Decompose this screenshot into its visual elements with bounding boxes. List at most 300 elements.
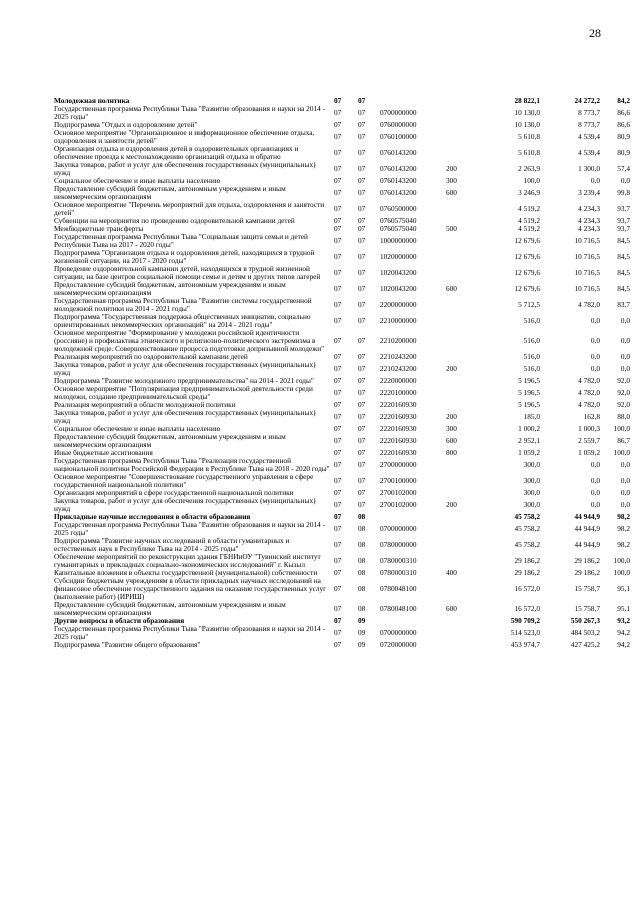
cell-vr: 600 <box>446 284 457 293</box>
cell-name: Подпрограмма "Развитие научных исследований в области гуманитарных и естественных наук в Республике Тыва на 2014 - 2025 годы" <box>54 536 290 553</box>
cell-pr: 07 <box>358 400 366 409</box>
cell-name: Государственная программа Республики Тыва "Реализация государственной национальной политики Российской Федерации в Республике Тыва на 2018 - 2020 годы" <box>54 456 330 473</box>
cell-pr: 07 <box>358 488 366 497</box>
cell-plan: 516,0 <box>523 352 540 361</box>
cell-csr: 0760143200 <box>380 176 417 185</box>
cell-pr: 07 <box>358 108 366 117</box>
cell-vr: 500 <box>446 224 457 233</box>
cell-name: Подпрограмма "Государственная поддержка общественных инициатив, социально ориентированных некоммерческих организаций" на 2014 - 2021 годы" <box>54 312 311 329</box>
cell-pct: 98,2 <box>617 512 630 521</box>
cell-plan: 453 974,7 <box>510 640 540 649</box>
cell-rz: 07 <box>334 424 342 433</box>
cell-vr: 600 <box>446 436 457 445</box>
cell-rz: 07 <box>334 336 342 345</box>
cell-fact: 0,0 <box>590 500 600 509</box>
cell-plan: 516,0 <box>523 364 540 373</box>
cell-pct: 88,0 <box>617 412 630 421</box>
cell-name: Проведение оздоровительной кампании детей, находящихся в трудной жизненной ситуации, на базе центров социальной помощи семье и детям и других типов лагерей <box>54 264 321 281</box>
cell-fact: 4 539,4 <box>578 132 600 141</box>
cell-pct: 86,7 <box>617 436 630 445</box>
cell-fact: 4 234,3 <box>578 204 600 213</box>
cell-name: Закупка товаров, работ и услуг для обеспечения государственных (муниципальных) нужд <box>54 408 316 425</box>
cell-pr: 07 <box>358 376 366 385</box>
cell-pct: 100,0 <box>613 424 630 433</box>
table-row <box>54 497 632 513</box>
cell-pct: 84,5 <box>617 268 630 277</box>
cell-pr: 08 <box>358 568 366 577</box>
cell-csr: 0760575040 <box>380 216 417 225</box>
cell-vr <box>446 97 482 105</box>
cell-pct: 84,5 <box>617 284 630 293</box>
cell-name: Государственная программа Республики Тыва "Развитие образования и науки на 2014 - 2025 годы" <box>54 520 326 537</box>
cell-plan: 28 822,1 <box>514 96 540 105</box>
cell-fact: 0,0 <box>590 364 600 373</box>
cell-plan: 2 263,9 <box>518 164 540 173</box>
cell-vr: 600 <box>446 604 457 613</box>
cell-fact: 427 425,2 <box>570 640 600 649</box>
cell-pct: 0,0 <box>620 316 630 325</box>
cell-plan: 10 130,0 <box>514 108 540 117</box>
cell-vr: 200 <box>446 500 457 509</box>
cell-csr: 2220160930 <box>380 448 417 457</box>
cell-csr: 0780048100 <box>380 604 417 613</box>
cell-rz: 07 <box>334 352 342 361</box>
table-row <box>54 129 632 145</box>
cell-vr <box>446 401 482 409</box>
cell-pr: 07 <box>358 316 366 325</box>
cell-name: Иные бюджетные ассигнования <box>54 448 153 457</box>
cell-csr: 2220160930 <box>380 424 417 433</box>
cell-vr <box>446 521 482 537</box>
cell-csr: 2220100000 <box>380 388 417 397</box>
cell-fact: 4 782,0 <box>578 400 600 409</box>
cell-pct: 93,7 <box>617 224 630 233</box>
cell-rz: 07 <box>334 512 342 521</box>
cell-fact: 162,8 <box>583 412 600 421</box>
cell-fact: 0,0 <box>590 352 600 361</box>
cell-pct: 100,0 <box>613 556 630 565</box>
table-row <box>54 249 632 265</box>
cell-pr: 07 <box>358 448 366 457</box>
cell-rz: 07 <box>334 628 342 637</box>
cell-vr <box>446 553 482 569</box>
cell-plan: 100,0 <box>523 176 540 185</box>
cell-pr: 07 <box>358 96 366 105</box>
cell-vr <box>446 377 482 385</box>
cell-plan: 12 679,6 <box>514 236 540 245</box>
cell-plan: 4 519,2 <box>518 216 540 225</box>
cell-vr <box>446 641 482 649</box>
cell-rz: 07 <box>334 148 342 157</box>
cell-csr: 2210200000 <box>380 336 417 345</box>
cell-fact: 29 186,2 <box>574 568 600 577</box>
cell-pct: 86,6 <box>617 120 630 129</box>
cell-name: Предоставление субсидий бюджетным, автономным учреждениям и иным некоммерческим организациям <box>54 280 286 297</box>
cell-pr: 07 <box>358 164 366 173</box>
cell-pr: 07 <box>358 224 366 233</box>
cell-pct: 92,0 <box>617 400 630 409</box>
cell-pr: 07 <box>358 460 366 469</box>
cell-name: Социальное обеспечение и иные выплаты населению <box>54 424 221 433</box>
cell-rz: 07 <box>334 500 342 509</box>
cell-name: Организация мероприятий в сфере государственной национальной политики <box>54 488 294 497</box>
cell-rz: 07 <box>334 108 342 117</box>
cell-rz: 07 <box>334 364 342 373</box>
cell-rz: 07 <box>334 252 342 261</box>
cell-plan: 45 758,2 <box>514 524 540 533</box>
cell-pct: 92,0 <box>617 388 630 397</box>
cell-pct: 80,9 <box>617 148 630 157</box>
cell-vr <box>446 489 482 497</box>
table-row <box>54 265 632 281</box>
cell-csr: 2700000000 <box>380 460 417 469</box>
cell-name: Социальное обеспечение и иные выплаты населению <box>54 176 221 185</box>
cell-name: Основное мероприятие "Формирование у молодежи российской идентичности (россияне) и профилактика этнического и религиозно-политического экстремизма в молодежной среде. Совершенствование процесса подготовки допризывной молодежи" <box>54 328 325 353</box>
cell-pct: 0,0 <box>620 476 630 485</box>
cell-vr <box>446 129 482 145</box>
cell-name: Другие вопросы в области образования <box>54 616 185 625</box>
cell-rz: 07 <box>334 284 342 293</box>
cell-pr: 07 <box>358 336 366 345</box>
cell-csr: 0700000000 <box>380 628 417 637</box>
cell-fact: 15 758,7 <box>574 584 600 593</box>
table-row <box>54 313 632 329</box>
cell-csr: 0760575040 <box>380 224 417 233</box>
cell-csr: 0700000000 <box>380 524 417 533</box>
cell-pct: 86,6 <box>617 108 630 117</box>
cell-csr: 0760100000 <box>380 132 417 141</box>
budget-table <box>54 97 632 649</box>
cell-plan: 1 059,2 <box>518 448 540 457</box>
cell-name: Подпрограмма "Отдых и оздоровление детей" <box>54 120 198 129</box>
cell-pct: 0,0 <box>620 460 630 469</box>
table-row <box>54 201 632 217</box>
cell-rz: 07 <box>334 460 342 469</box>
cell-name: Молодежная политика <box>54 96 130 105</box>
cell-rz: 07 <box>334 604 342 613</box>
cell-csr: 0780000000 <box>380 540 417 549</box>
cell-vr <box>446 577 482 601</box>
table-row <box>54 521 632 537</box>
cell-vr <box>446 249 482 265</box>
cell-vr <box>446 313 482 329</box>
cell-pr: 07 <box>358 500 366 509</box>
cell-csr: 0760143200 <box>380 188 417 197</box>
cell-name: Предоставление субсидий бюджетным, автономным учреждениям и иным некоммерческим организациям <box>54 184 286 201</box>
cell-pr: 07 <box>358 176 366 185</box>
cell-csr: 0760143200 <box>380 148 417 157</box>
cell-plan: 4 519,2 <box>518 204 540 213</box>
cell-name: Субвенции на мероприятия по проведению оздоровительной кампании детей <box>54 216 295 225</box>
cell-fact: 44 944,9 <box>574 524 600 533</box>
cell-plan: 5 196,5 <box>518 376 540 385</box>
cell-vr <box>446 145 482 161</box>
cell-rz: 07 <box>334 300 342 309</box>
cell-pr: 07 <box>358 424 366 433</box>
cell-rz: 07 <box>334 388 342 397</box>
cell-fact: 1 059,2 <box>578 448 600 457</box>
cell-csr: 2700102000 <box>380 500 417 509</box>
cell-name: Государственная программа Республики Тыва "Развитие системы государственной молодежной политики на 2014 - 2021 годы" <box>54 296 312 313</box>
cell-name: Основное мероприятие "Перечень мероприятий для отдыха, оздоровления и занятости детей" <box>54 200 325 217</box>
cell-fact: 24 272,2 <box>574 96 600 105</box>
cell-pr: 07 <box>358 148 366 157</box>
cell-vr <box>446 513 482 521</box>
table-row <box>54 233 632 249</box>
cell-csr: 0760500000 <box>380 204 417 213</box>
cell-pr: 07 <box>358 120 366 129</box>
cell-plan: 12 679,6 <box>514 268 540 277</box>
cell-pr: 07 <box>358 216 366 225</box>
cell-plan: 45 758,2 <box>514 512 540 521</box>
cell-vr: 600 <box>446 188 457 197</box>
cell-name: Государственная программа Республики Тыва "Развитие образования и науки на 2014 - 2025 годы" <box>54 104 326 121</box>
table-row <box>54 641 632 649</box>
cell-csr: 1020043200 <box>380 268 417 277</box>
cell-name: Закупка товаров, работ и услуг для обеспечения государственных (муниципальных) нужд <box>54 360 316 377</box>
cell-fact: 4 234,3 <box>578 224 600 233</box>
cell-pr: 07 <box>358 252 366 261</box>
cell-pr: 07 <box>358 188 366 197</box>
cell-pr: 07 <box>358 364 366 373</box>
cell-pct: 92,0 <box>617 376 630 385</box>
cell-name: Межбюджетные трансферты <box>54 224 144 233</box>
table-row <box>54 145 632 161</box>
cell-pct: 93,7 <box>617 216 630 225</box>
cell-rz: 07 <box>334 488 342 497</box>
cell-pct: 100,0 <box>613 448 630 457</box>
cell-plan: 590 709,2 <box>510 616 540 625</box>
cell-vr: 200 <box>446 164 457 173</box>
cell-fact: 0,0 <box>590 476 600 485</box>
cell-fact: 0,0 <box>590 336 600 345</box>
table-row <box>54 625 632 641</box>
cell-name: Реализация мероприятий в области молодежной политики <box>54 400 236 409</box>
table-row <box>54 457 632 473</box>
table-row <box>54 577 632 601</box>
table-row <box>54 409 632 425</box>
cell-pr: 08 <box>358 604 366 613</box>
cell-plan: 1 000,2 <box>518 424 540 433</box>
cell-rz: 07 <box>334 436 342 445</box>
cell-pr: 07 <box>358 132 366 141</box>
cell-pct: 57,4 <box>617 164 630 173</box>
page-number: 28 <box>589 26 601 40</box>
cell-fact: 1 300,0 <box>578 164 600 173</box>
table-row <box>54 161 632 177</box>
cell-pct: 95,1 <box>617 584 630 593</box>
cell-pr: 07 <box>358 476 366 485</box>
cell-csr <box>380 617 446 625</box>
table-row <box>54 105 632 121</box>
cell-rz: 07 <box>334 216 342 225</box>
cell-pr: 08 <box>358 540 366 549</box>
cell-plan: 2 952,1 <box>518 436 540 445</box>
cell-name: Организация отдыха и оздоровления детей в оздоровительных организациях и обеспечение проезда к местонахождению организаций отдыха и обратно <box>54 144 299 161</box>
cell-rz: 07 <box>334 188 342 197</box>
cell-name: Прикладные научные исследования в области образования <box>54 512 251 521</box>
cell-plan: 29 186,2 <box>514 556 540 565</box>
cell-pct: 99,8 <box>617 188 630 197</box>
cell-rz: 07 <box>334 556 342 565</box>
cell-rz: 07 <box>334 316 342 325</box>
cell-vr <box>446 473 482 489</box>
cell-pr: 07 <box>358 268 366 277</box>
cell-rz: 07 <box>334 268 342 277</box>
cell-plan: 5 712,5 <box>518 300 540 309</box>
cell-pr: 07 <box>358 236 366 245</box>
cell-pct: 100,0 <box>613 568 630 577</box>
cell-pct: 0,0 <box>620 352 630 361</box>
cell-csr: 2220160930 <box>380 412 417 421</box>
table-row <box>54 385 632 401</box>
cell-plan: 300,0 <box>523 476 540 485</box>
cell-name: Реализация мероприятий по оздоровительной кампании детей <box>54 352 248 361</box>
cell-pr: 07 <box>358 436 366 445</box>
cell-pr: 08 <box>358 584 366 593</box>
cell-name: Закупка товаров, работ и услуг для обеспечения государственных (муниципальных) нужд <box>54 496 316 513</box>
cell-pr: 08 <box>358 556 366 565</box>
cell-name: Капитальные вложения в объекты государственной (муниципальной) собственности <box>54 568 318 577</box>
cell-vr <box>446 233 482 249</box>
cell-csr: 2220160930 <box>380 400 417 409</box>
cell-name: Основное мероприятие "Совершенствование государственного управления в сфере государственной национальной политики" <box>54 472 314 489</box>
cell-vr: 800 <box>446 448 457 457</box>
table-row <box>54 329 632 353</box>
cell-vr: 200 <box>446 412 457 421</box>
cell-rz: 07 <box>334 640 342 649</box>
cell-plan: 12 679,6 <box>514 252 540 261</box>
cell-fact: 4 782,0 <box>578 376 600 385</box>
cell-pr: 07 <box>358 352 366 361</box>
cell-name: Субсидии бюджетным учреждениям в области прикладных научных исследований на финансовое обеспечение государственного задания на оказание государственных услуг (выполнение работ) (ИРИШ) <box>54 576 327 601</box>
cell-plan: 516,0 <box>523 336 540 345</box>
cell-csr: 0720000000 <box>380 640 417 649</box>
cell-pct: 84,5 <box>617 252 630 261</box>
cell-vr <box>446 385 482 401</box>
cell-plan: 185,0 <box>523 412 540 421</box>
cell-vr <box>446 105 482 121</box>
cell-name: Подпрограмма "Организация отдыха и оздоровления детей, находящихся в трудной жизненной ситуации, на 2017 - 2020 годы" <box>54 248 315 265</box>
table-row <box>54 185 632 201</box>
cell-plan: 45 758,2 <box>514 540 540 549</box>
cell-rz: 07 <box>334 120 342 129</box>
cell-name: Предоставление субсидий бюджетным, автономным учреждениям и иным некоммерческим организациям <box>54 432 286 449</box>
cell-rz: 07 <box>334 236 342 245</box>
cell-vr <box>446 625 482 641</box>
cell-vr <box>446 537 482 553</box>
cell-csr: 2220160930 <box>380 436 417 445</box>
cell-fact: 10 716,5 <box>574 252 600 261</box>
cell-fact: 484 503,2 <box>570 628 600 637</box>
cell-name: Подпрограмма "Развитие общего образования" <box>54 640 201 649</box>
cell-csr: 2700100000 <box>380 476 417 485</box>
cell-plan: 5 196,5 <box>518 388 540 397</box>
cell-rz: 07 <box>334 132 342 141</box>
cell-fact: 8 773,7 <box>578 108 600 117</box>
cell-csr: 0760143200 <box>380 164 417 173</box>
cell-fact: 44 944,9 <box>574 512 600 521</box>
cell-vr <box>446 201 482 217</box>
cell-name: Основное мероприятие "Организационное и информационное обеспечение отдыха, оздоровления и занятости детей" <box>54 128 315 145</box>
cell-pct: 84,2 <box>617 96 630 105</box>
table-row <box>54 433 632 449</box>
cell-plan: 29 186,2 <box>514 568 540 577</box>
cell-pct: 98,2 <box>617 540 630 549</box>
table-row <box>54 601 632 617</box>
cell-vr: 200 <box>446 364 457 373</box>
cell-fact: 4 782,0 <box>578 388 600 397</box>
table-row <box>54 537 632 553</box>
cell-vr <box>446 353 482 361</box>
cell-fact: 4 539,4 <box>578 148 600 157</box>
cell-pct: 80,9 <box>617 132 630 141</box>
cell-rz: 07 <box>334 400 342 409</box>
cell-pct: 0,0 <box>620 176 630 185</box>
cell-pct: 94,2 <box>617 640 630 649</box>
cell-plan: 514 523,0 <box>510 628 540 637</box>
cell-fact: 29 186,2 <box>574 556 600 565</box>
cell-pct: 94,2 <box>617 628 630 637</box>
cell-plan: 3 246,9 <box>518 188 540 197</box>
cell-name: Предоставление субсидий бюджетным, автономным учреждениям и иным некоммерческим организациям <box>54 600 286 617</box>
cell-rz: 07 <box>334 204 342 213</box>
cell-plan: 300,0 <box>523 488 540 497</box>
cell-vr <box>446 297 482 313</box>
cell-csr: 1000000000 <box>380 236 417 245</box>
cell-csr <box>380 513 446 521</box>
cell-name: Обеспечение мероприятий по реконструкции здания ГБНИиОУ "Тувинский институт гуманитарных и прикладных социально-экономических исследований" г. Кызыл <box>54 552 321 569</box>
cell-pct: 0,0 <box>620 336 630 345</box>
cell-fact: 15 758,7 <box>574 604 600 613</box>
cell-fact: 0,0 <box>590 488 600 497</box>
cell-vr <box>446 457 482 473</box>
cell-rz: 07 <box>334 584 342 593</box>
cell-plan: 4 519,2 <box>518 224 540 233</box>
cell-csr: 2210243200 <box>380 364 417 373</box>
cell-fact: 1 000,3 <box>578 424 600 433</box>
cell-rz: 07 <box>334 540 342 549</box>
cell-fact: 10 716,5 <box>574 236 600 245</box>
cell-fact: 8 773,7 <box>578 120 600 129</box>
cell-fact: 0,0 <box>590 176 600 185</box>
cell-plan: 516,0 <box>523 316 540 325</box>
cell-pct: 0,0 <box>620 500 630 509</box>
cell-fact: 0,0 <box>590 316 600 325</box>
cell-vr: 300 <box>446 176 457 185</box>
cell-rz: 07 <box>334 376 342 385</box>
cell-plan: 16 572,0 <box>514 604 540 613</box>
table-row <box>54 297 632 313</box>
cell-fact: 44 944,9 <box>574 540 600 549</box>
cell-pct: 93,7 <box>617 204 630 213</box>
cell-vr: 300 <box>446 424 457 433</box>
cell-csr: 1020043200 <box>380 284 417 293</box>
cell-plan: 300,0 <box>523 460 540 469</box>
cell-fact: 3 239,4 <box>578 188 600 197</box>
cell-plan: 16 572,0 <box>514 584 540 593</box>
cell-plan: 5 196,5 <box>518 400 540 409</box>
cell-pr: 07 <box>358 204 366 213</box>
cell-rz: 07 <box>334 164 342 173</box>
cell-csr: 0760000000 <box>380 120 417 129</box>
cell-rz: 07 <box>334 524 342 533</box>
cell-pr: 07 <box>358 412 366 421</box>
cell-pr: 08 <box>358 512 366 521</box>
cell-pr: 09 <box>358 640 366 649</box>
cell-csr: 2210000000 <box>380 316 417 325</box>
cell-plan: 5 610,8 <box>518 132 540 141</box>
